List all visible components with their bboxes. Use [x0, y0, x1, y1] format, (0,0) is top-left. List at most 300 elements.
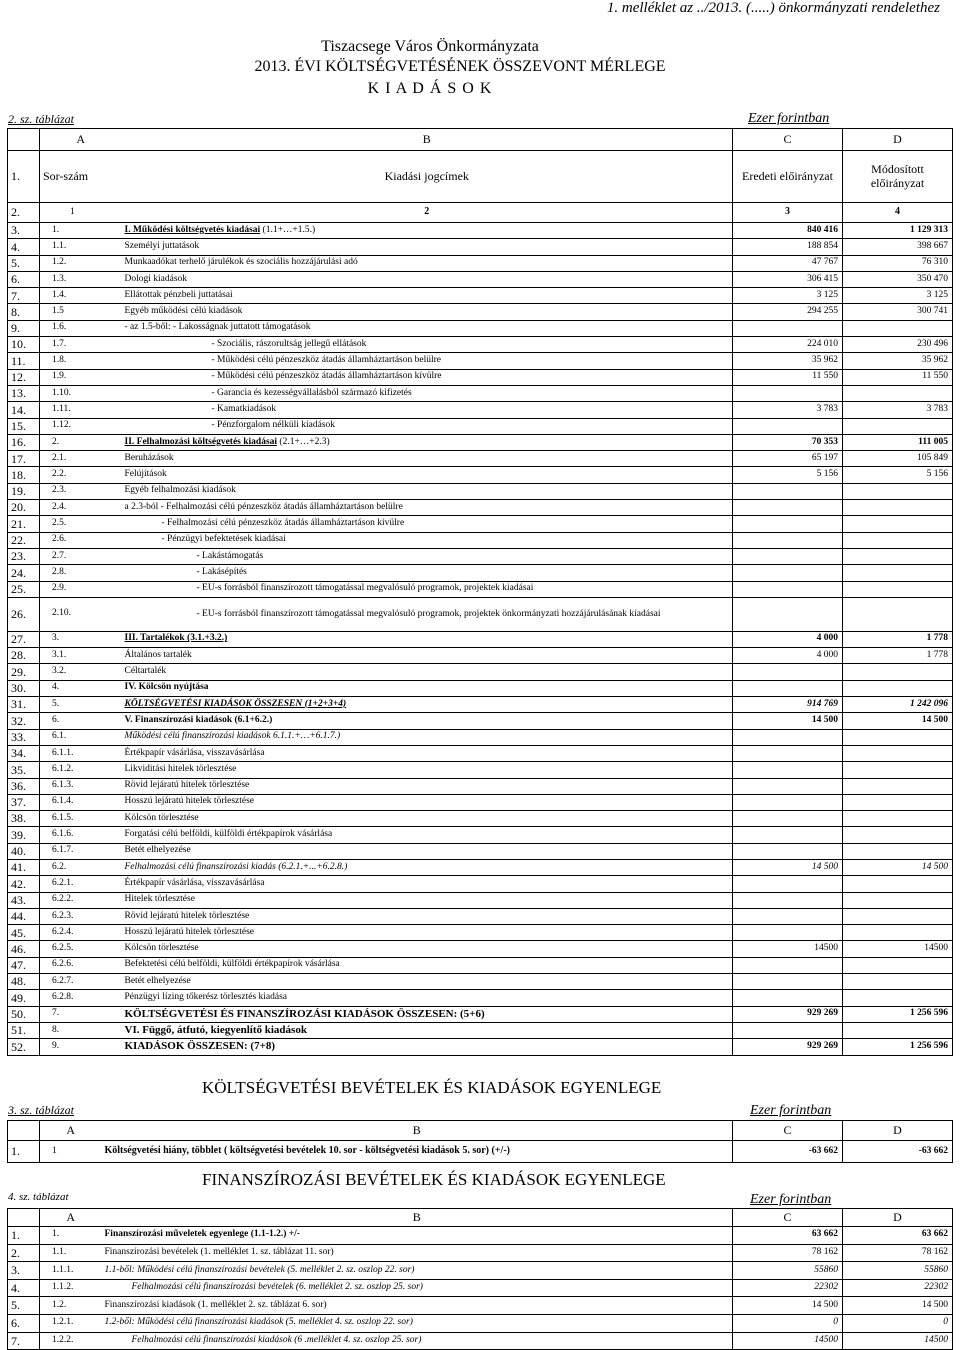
col-b: B	[122, 129, 733, 151]
row-number: 43.	[8, 892, 40, 908]
row-code: 6.	[40, 713, 122, 729]
row-modositott-eloiranyzat: 1 129 313	[843, 223, 953, 239]
table-row	[8, 288, 953, 304]
row-eredeti-eloiranyzat: 4 000	[733, 631, 843, 647]
row-number: 32.	[8, 713, 40, 729]
row-title: - Működési célú pénzeszköz átadás államháztartáson belülre	[122, 353, 733, 369]
row-eredeti-eloiranyzat	[733, 908, 843, 924]
row-title: Személyi juttatások	[122, 239, 733, 255]
row-eredeti-eloiranyzat	[733, 892, 843, 908]
row-eredeti-eloiranyzat	[733, 925, 843, 941]
row-number: 26.	[8, 597, 40, 631]
row-modositott-eloiranyzat: 111 005	[843, 434, 953, 450]
table-row	[8, 648, 953, 664]
row-number: 6.	[8, 1314, 40, 1332]
row-title: Értékpapír vásárlása, visszavásárlása	[122, 876, 733, 892]
row-number: 10.	[8, 337, 40, 353]
row-number: 3.	[8, 223, 40, 239]
row-title: III. Tartalékok (3.1.+3.2.)	[122, 631, 733, 647]
row-code: 1.7.	[40, 337, 122, 353]
row-title: IV. Kölcsön nyújtása	[122, 680, 733, 696]
row-title: a 2.3-ból - Felhalmozási célú pénzeszköz átadás államháztartáson belülre	[122, 500, 733, 516]
row-title: Likviditási hitelek törlesztése	[122, 762, 733, 778]
table-row	[8, 908, 953, 924]
row-modositott-eloiranyzat	[843, 990, 953, 1006]
row-number: 47.	[8, 957, 40, 973]
row-number: 15.	[8, 418, 40, 434]
row-modositott-eloiranyzat: 3 125	[843, 288, 953, 304]
row-eredeti-eloiranyzat: 65 197	[733, 451, 843, 467]
t3-row-title: Költségvetési hiány, többlet ( költségvetési bevételek 10. sor - költségvetési kiadások 5. sor) (+/-)	[102, 1141, 733, 1163]
row-number: 50.	[8, 1006, 40, 1022]
table-row	[8, 597, 953, 631]
row-modositott-eloiranyzat: 14 500	[843, 1297, 953, 1315]
row-eredeti-eloiranyzat	[733, 729, 843, 745]
row-modositott-eloiranyzat	[843, 892, 953, 908]
row-title: Betét elhelyezése	[122, 843, 733, 859]
row-code: 2.4.	[40, 500, 122, 516]
table3-unit: Ezer forintban	[750, 1103, 832, 1118]
row-modositott-eloiranyzat: 63 662	[843, 1227, 953, 1245]
table-row	[8, 369, 953, 385]
row-title: Felhalmozási célú finanszírozási kiadások (6 .melléklet 4. sz. oszlop 25. sor)	[102, 1332, 733, 1350]
row-eredeti-eloiranyzat: 22302	[733, 1279, 843, 1297]
row-code: 1.9.	[40, 369, 122, 385]
table-row	[8, 1279, 953, 1297]
row-number: 7.	[8, 1332, 40, 1350]
row-number: 17.	[8, 451, 40, 467]
row-code: 6.2.2.	[40, 892, 122, 908]
row-title: - Kamatkiadások	[122, 402, 733, 418]
row-code: 6.1.1.	[40, 745, 122, 761]
row-eredeti-eloiranyzat: 188 854	[733, 239, 843, 255]
row-title: Pénzügyi lízing tőkerész törlesztés kiadása	[122, 990, 733, 1006]
row-code: 1.3.	[40, 271, 122, 287]
table-row	[8, 1227, 953, 1245]
table-row	[8, 451, 953, 467]
annex-reference: 1. melléklet az ../2013. (.....) önkormányzati rendelethez	[606, 0, 940, 16]
row-title: - EU-s forrásból finanszírozott támogatással megvalósuló programok, projektek kiadásai	[122, 581, 733, 597]
row-number: 38.	[8, 811, 40, 827]
row-title: Felhalmozási célú finanszírozási kiadás (6.2.1.+...+6.2.8.)	[122, 859, 733, 875]
table-row	[8, 434, 953, 450]
row-title: VI. Függő, átfutó, kiegyenlítő kiadások	[122, 1022, 733, 1038]
row-number: 44.	[8, 908, 40, 924]
row-code: 3.2.	[40, 664, 122, 680]
row-modositott-eloiranyzat	[843, 974, 953, 990]
row-modositott-eloiranyzat	[843, 500, 953, 516]
row-code: 3.1.	[40, 648, 122, 664]
row-modositott-eloiranyzat: 1 778	[843, 631, 953, 647]
title-line-3: K I A D Á S O K	[367, 80, 493, 97]
row-modositott-eloiranyzat	[843, 811, 953, 827]
row-modositott-eloiranyzat: 1 256 596	[843, 1039, 953, 1055]
row-eredeti-eloiranyzat: 14 500	[733, 1297, 843, 1315]
row-number: 36.	[8, 778, 40, 794]
row-title: Forgatási célú belföldi, külföldi értékpapírok vásárlása	[122, 827, 733, 843]
table-row	[8, 223, 953, 239]
t3-row-eredeti: -63 662	[733, 1141, 843, 1163]
row-modositott-eloiranyzat	[843, 729, 953, 745]
table-row	[8, 353, 953, 369]
row-modositott-eloiranyzat: 105 849	[843, 451, 953, 467]
row-eredeti-eloiranyzat	[733, 664, 843, 680]
table-row	[8, 1006, 953, 1022]
row-modositott-eloiranyzat	[843, 745, 953, 761]
row-code: 2.7.	[40, 548, 122, 564]
table-row	[8, 811, 953, 827]
colnum-3: 3	[733, 203, 843, 223]
row-eredeti-eloiranyzat: 929 269	[733, 1039, 843, 1055]
row-number: 40.	[8, 843, 40, 859]
row-code: 2.5.	[40, 516, 122, 532]
row-eredeti-eloiranyzat: 294 255	[733, 304, 843, 320]
row-title	[122, 223, 733, 239]
col-d: D	[843, 129, 953, 151]
row-eredeti-eloiranyzat: 3 125	[733, 288, 843, 304]
row-number: 1.	[8, 1227, 40, 1245]
table2-column-numbers-row	[8, 203, 953, 223]
row-modositott-eloiranyzat: 22302	[843, 1279, 953, 1297]
row-number: 37.	[8, 794, 40, 810]
row-modositott-eloiranyzat	[843, 827, 953, 843]
row-code: 2.10.	[40, 597, 122, 631]
row-title: - Működési célú pénzeszköz átadás államháztartáson kívülre	[122, 369, 733, 385]
row-eredeti-eloiranyzat: 224 010	[733, 337, 843, 353]
row-eredeti-eloiranyzat	[733, 385, 843, 401]
table3	[7, 1120, 953, 1163]
row-modositott-eloiranyzat: 55860	[843, 1262, 953, 1280]
row-code: 1.	[40, 1227, 102, 1245]
row-title: Betét elhelyezése	[122, 974, 733, 990]
row-number: 45.	[8, 925, 40, 941]
row-modositott-eloiranyzat: 398 667	[843, 239, 953, 255]
table4-unit: Ezer forintban	[750, 1192, 832, 1207]
row-eredeti-eloiranyzat	[733, 843, 843, 859]
row-title: Felhalmozási célú finanszírozási bevételek (6. melléklet 2. sz. oszlop 25. sor)	[102, 1279, 733, 1297]
row-modositott-eloiranyzat: 14 500	[843, 859, 953, 875]
row-title: - Garancia és kezességvállalásból származó kifizetés	[122, 385, 733, 401]
row-code: 1.6.	[40, 320, 122, 336]
row-title: Felújítások	[122, 467, 733, 483]
row-number: 4.	[8, 1279, 40, 1297]
colnum-1: 1	[40, 203, 122, 223]
row-modositott-eloiranyzat: 5 156	[843, 467, 953, 483]
row-code: 6.2.	[40, 859, 122, 875]
row-modositott-eloiranyzat	[843, 957, 953, 973]
t4-col-d: D	[843, 1209, 953, 1227]
row-number: 16.	[8, 434, 40, 450]
row-code: 1.1.	[40, 1244, 102, 1262]
row-eredeti-eloiranyzat: 55860	[733, 1262, 843, 1280]
row-eredeti-eloiranyzat: 14 500	[733, 713, 843, 729]
row-modositott-eloiranyzat	[843, 876, 953, 892]
table4-label: 4. sz. táblázat	[8, 1191, 69, 1203]
row-code: 1.1.2.	[40, 1279, 102, 1297]
row-eredeti-eloiranyzat	[733, 680, 843, 696]
row-number: 11.	[8, 353, 40, 369]
row-number: 31.	[8, 697, 40, 713]
table-row	[8, 778, 953, 794]
row-modositott-eloiranyzat	[843, 680, 953, 696]
row-number: 24.	[8, 565, 40, 581]
row-code: 2.1.	[40, 451, 122, 467]
table-row	[8, 271, 953, 287]
table-row	[8, 337, 953, 353]
row-code: 2.2.	[40, 467, 122, 483]
row-eredeti-eloiranyzat	[733, 418, 843, 434]
row-eredeti-eloiranyzat: 929 269	[733, 1006, 843, 1022]
row-code: 1.2.	[40, 255, 122, 271]
row-title: Finanszírozási műveletek egyenlege (1.1-1.2.) +/-	[102, 1227, 733, 1245]
table2-header-row	[8, 151, 953, 203]
row-number: 4.	[8, 239, 40, 255]
row-code: 1.8.	[40, 353, 122, 369]
colnum-row-number: 2.	[8, 203, 40, 223]
row-code: 5.	[40, 697, 122, 713]
table-row	[8, 320, 953, 336]
row-title: Kölcsön törlesztése	[122, 941, 733, 957]
row-modositott-eloiranyzat: 11 550	[843, 369, 953, 385]
table-row	[8, 483, 953, 499]
row-code: 6.1.7.	[40, 843, 122, 859]
row-eredeti-eloiranyzat	[733, 565, 843, 581]
row-number: 5.	[8, 1297, 40, 1315]
row-code: 7.	[40, 1006, 122, 1022]
row-title: Befektetési célú belföldi, külföldi értékpapírok vásárlása	[122, 957, 733, 973]
row-code: 6.1.2.	[40, 762, 122, 778]
table3-label: 3. sz. táblázat	[8, 1103, 75, 1117]
row-modositott-eloiranyzat	[843, 925, 953, 941]
row-eredeti-eloiranyzat: 914 769	[733, 697, 843, 713]
row-number: 48.	[8, 974, 40, 990]
row-title: KÖLTSÉGVETÉSI KIADÁSOK ÖSSZESEN (1+2+3+4)	[122, 697, 733, 713]
row-code: 2.3.	[40, 483, 122, 499]
title-line-1: Tiszacsege Város Önkormányzata	[321, 38, 539, 55]
row-code: 1.11.	[40, 402, 122, 418]
row-number: 29.	[8, 664, 40, 680]
row-modositott-eloiranyzat: 78 162	[843, 1244, 953, 1262]
row-number: 46.	[8, 941, 40, 957]
row-title: KÖLTSÉGVETÉSI ÉS FINANSZÍROZÁSI KIADÁSOK ÖSSZESEN: (5+6)	[122, 1006, 733, 1022]
row-code: 1.4.	[40, 288, 122, 304]
colnum-2: 2	[122, 203, 733, 223]
row-number: 35.	[8, 762, 40, 778]
t3-col-b: B	[102, 1121, 733, 1141]
row-eredeti-eloiranyzat: 0	[733, 1314, 843, 1332]
row-modositott-eloiranyzat: 14500	[843, 941, 953, 957]
row-modositott-eloiranyzat: 14 500	[843, 713, 953, 729]
row-title: - Szociális, rászorultság jellegű ellátások	[122, 337, 733, 353]
row-code: 1.	[40, 223, 122, 239]
row-eredeti-eloiranyzat: 14500	[733, 941, 843, 957]
table-row	[8, 876, 953, 892]
row-code: 6.1.	[40, 729, 122, 745]
t3-col-d: D	[843, 1121, 953, 1141]
table-row	[8, 729, 953, 745]
table-row	[8, 762, 953, 778]
row-title-main: I. Működési költségvetés kiadásai	[124, 224, 261, 235]
row-eredeti-eloiranyzat	[733, 794, 843, 810]
table4-heading: FINANSZÍROZÁSI BEVÉTELEK ÉS KIADÁSOK EGYENLEGE	[202, 1170, 666, 1189]
row-title: Általános tartalék	[122, 648, 733, 664]
t3-row-number: 1.	[8, 1141, 40, 1163]
row-code: 2.6.	[40, 532, 122, 548]
row-eredeti-eloiranyzat	[733, 957, 843, 973]
row-number: 52.	[8, 1039, 40, 1055]
row-code: 6.1.6.	[40, 827, 122, 843]
row-title: Hitelek törlesztése	[122, 892, 733, 908]
row-code: 1.1.	[40, 239, 122, 255]
row-number: 23.	[8, 548, 40, 564]
row-title: - Lakástámogatás	[122, 548, 733, 564]
row-title: - az 1.5-ből: - Lakosságnak juttatott támogatások	[122, 320, 733, 336]
row-number: 3.	[8, 1262, 40, 1280]
table-row	[8, 532, 953, 548]
row-code: 4.	[40, 680, 122, 696]
table-row	[8, 713, 953, 729]
row-title: Munkaadókat terhelő járulékok és szociális hozzájárulási adó	[122, 255, 733, 271]
row-number: 18.	[8, 467, 40, 483]
row-eredeti-eloiranyzat	[733, 1022, 843, 1038]
colnum-4: 4	[843, 203, 953, 223]
row-number: 5.	[8, 255, 40, 271]
row-modositott-eloiranyzat: 350 470	[843, 271, 953, 287]
row-number: 51.	[8, 1022, 40, 1038]
row-number: 27.	[8, 631, 40, 647]
table-row	[8, 941, 953, 957]
row-number: 25.	[8, 581, 40, 597]
header-row-number: 1.	[8, 151, 40, 203]
row-number: 28.	[8, 648, 40, 664]
table-row	[8, 467, 953, 483]
row-eredeti-eloiranyzat: 5 156	[733, 467, 843, 483]
row-title: Dologi kiadások	[122, 271, 733, 287]
row-number: 6.	[8, 271, 40, 287]
row-title	[122, 434, 733, 450]
row-title: KIADÁSOK ÖSSZESEN: (7+8)	[122, 1039, 733, 1055]
row-modositott-eloiranyzat	[843, 516, 953, 532]
row-modositott-eloiranyzat	[843, 548, 953, 564]
table-row	[8, 255, 953, 271]
row-modositott-eloiranyzat	[843, 581, 953, 597]
table-row	[8, 548, 953, 564]
t3-col-a: A	[40, 1121, 102, 1141]
table-row	[8, 957, 953, 973]
row-code: 6.2.8.	[40, 990, 122, 1006]
table-row	[8, 859, 953, 875]
row-code: 6.2.5.	[40, 941, 122, 957]
col-c: C	[733, 129, 843, 151]
table-row	[8, 304, 953, 320]
row-eredeti-eloiranyzat: 306 415	[733, 271, 843, 287]
row-title: Céltartalék	[122, 664, 733, 680]
row-number: 42.	[8, 876, 40, 892]
table-row	[8, 664, 953, 680]
t4-col-b: B	[102, 1209, 733, 1227]
row-eredeti-eloiranyzat	[733, 990, 843, 1006]
row-eredeti-eloiranyzat	[733, 827, 843, 843]
row-eredeti-eloiranyzat	[733, 320, 843, 336]
row-modositott-eloiranyzat: 1 256 596	[843, 1006, 953, 1022]
row-code: 6.2.4.	[40, 925, 122, 941]
row-modositott-eloiranyzat: 0	[843, 1314, 953, 1332]
row-title: Ellátottak pénzbeli juttatásai	[122, 288, 733, 304]
row-number: 8.	[8, 304, 40, 320]
row-modositott-eloiranyzat: 35 962	[843, 353, 953, 369]
row-eredeti-eloiranyzat: 70 353	[733, 434, 843, 450]
row-code: 6.2.7.	[40, 974, 122, 990]
row-modositott-eloiranyzat	[843, 532, 953, 548]
table-row	[8, 239, 953, 255]
table-row	[8, 581, 953, 597]
row-number: 22.	[8, 532, 40, 548]
row-title: - EU-s forrásból finanszírozott támogatással megvalósuló programok, projektek önkormányzati hozzájárulásának kiadásai	[122, 597, 733, 631]
row-code: 1.2.1.	[40, 1314, 102, 1332]
table-row	[8, 385, 953, 401]
row-eredeti-eloiranyzat: 4 000	[733, 648, 843, 664]
row-eredeti-eloiranyzat: 11 550	[733, 369, 843, 385]
table-row	[8, 1332, 953, 1350]
row-title: Egyéb működési célú kiadások	[122, 304, 733, 320]
header-sorszam: Sor-szám	[40, 151, 122, 203]
table-row	[8, 631, 953, 647]
row-title-suffix: (1.1+…+1.5.)	[260, 224, 316, 235]
table-row	[8, 974, 953, 990]
row-modositott-eloiranyzat	[843, 1022, 953, 1038]
table2-unit: Ezer forintban	[748, 111, 830, 126]
row-modositott-eloiranyzat	[843, 762, 953, 778]
table-row	[8, 516, 953, 532]
row-modositott-eloiranyzat	[843, 483, 953, 499]
row-eredeti-eloiranyzat	[733, 548, 843, 564]
row-modositott-eloiranyzat	[843, 778, 953, 794]
table4	[7, 1208, 953, 1350]
row-eredeti-eloiranyzat: 63 662	[733, 1227, 843, 1245]
row-code: 6.1.4.	[40, 794, 122, 810]
table-row	[8, 1314, 953, 1332]
row-title: Rövid lejáratú hitelek törlesztése	[122, 778, 733, 794]
row-modositott-eloiranyzat	[843, 320, 953, 336]
table2	[7, 128, 953, 1056]
table-row	[8, 1022, 953, 1038]
table-row	[8, 892, 953, 908]
row-modositott-eloiranyzat	[843, 597, 953, 631]
table-row	[8, 843, 953, 859]
row-code: 2.9.	[40, 581, 122, 597]
table-row	[8, 1244, 953, 1262]
row-eredeti-eloiranyzat	[733, 597, 843, 631]
row-number: 19.	[8, 483, 40, 499]
row-number: 41.	[8, 859, 40, 875]
table-row	[8, 794, 953, 810]
row-modositott-eloiranyzat: 76 310	[843, 255, 953, 271]
row-title: - Pénzforgalom nélküli kiadások	[122, 418, 733, 434]
row-number: 14.	[8, 402, 40, 418]
row-title-suffix: (2.1+…+2.3)	[277, 436, 330, 447]
table-row	[8, 1262, 953, 1280]
row-title-main: II. Felhalmozási költségvetés kiadásai	[124, 436, 278, 447]
t4-col-a: A	[40, 1209, 102, 1227]
table-row	[8, 697, 953, 713]
row-code: 3.	[40, 631, 122, 647]
row-title: - Lakásépítés	[122, 565, 733, 581]
row-number: 30.	[8, 680, 40, 696]
row-title: 1.1-ből: Működési célú finanszírozási bevételek (5. melléklet 2. sz. oszlop 22. sor)	[102, 1262, 733, 1280]
row-number: 13.	[8, 385, 40, 401]
row-eredeti-eloiranyzat	[733, 762, 843, 778]
col-a: A	[40, 129, 122, 151]
